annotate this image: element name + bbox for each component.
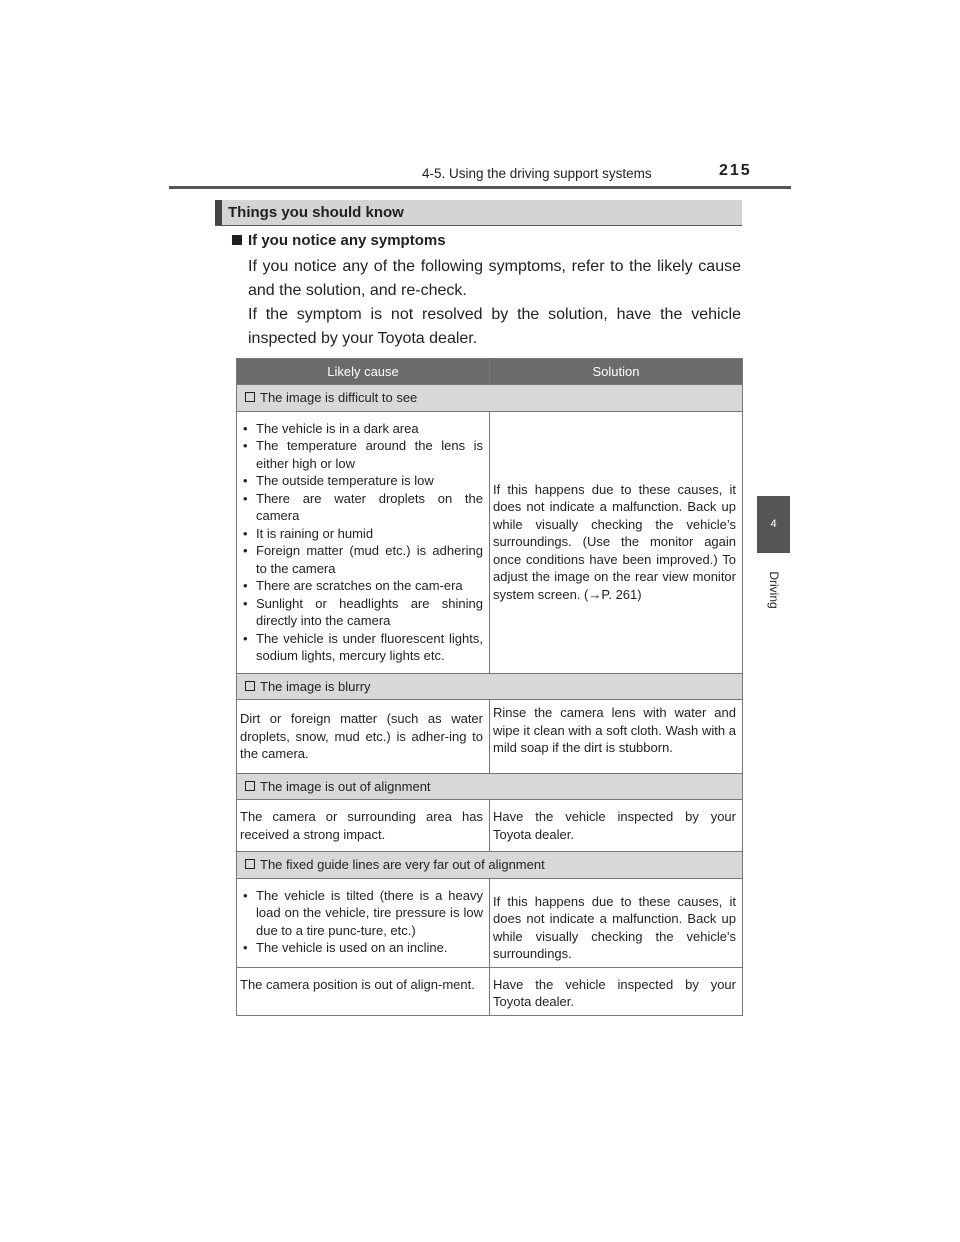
solution-cell: Rinse the camera lens with water and wipe it clean with a soft cloth. Wash with a mild soap if the dirt is stubborn.	[490, 700, 743, 774]
chapter-tab: 4	[757, 496, 790, 553]
section-heading-accent	[215, 200, 222, 225]
category-label: The fixed guide lines are very far out of alignment	[260, 857, 545, 872]
list-item: • There are scratches on the cam-era	[240, 577, 483, 595]
checkbox-icon	[245, 859, 255, 869]
table-row	[237, 878, 743, 967]
dealer-paragraph: If the symptom is not resolved by the solution, have the vehicle inspected by your Toyota dealer.	[248, 306, 741, 347]
cause-cell	[237, 411, 490, 673]
category-cell	[237, 852, 743, 879]
table-header-row	[237, 359, 743, 385]
page-number: 215	[719, 162, 752, 179]
cause-cell: The camera or surrounding area has received a strong impact.	[237, 800, 490, 852]
table-row	[237, 700, 743, 774]
list-item: • The vehicle is tilted (there is a heavy load on the vehicle, tire pressure is low due to a tire punc-ture, etc.)	[240, 887, 483, 940]
list-item: • There are water droplets on the camera	[240, 490, 483, 525]
cause-list	[240, 887, 483, 957]
header-rule	[169, 186, 791, 189]
cause-cell: Dirt or foreign matter (such as water droplets, snow, mud etc.) is adher-ing to the camera.	[237, 700, 490, 774]
header-section-title: 4-5. Using the driving support systems	[422, 166, 652, 181]
list-item: • The temperature around the lens is either high or low	[240, 437, 483, 472]
list-item: • The vehicle is used on an incline.	[240, 939, 483, 957]
table-row	[237, 411, 743, 673]
category-label: The image is difficult to see	[260, 390, 418, 405]
solution-cell: Have the vehicle inspected by your Toyota dealer.	[490, 967, 743, 1015]
solution-cell: If this happens due to these causes, it does not indicate a malfunction. Back up while visually checking the vehicle’s surroundings. (Use the monitor again once conditions have been improved.) To adjust the image on the rear view monitor system screen. (→P. 261)	[490, 411, 743, 673]
list-item: • It is raining or humid	[240, 525, 483, 543]
list-item: • The vehicle is under fluorescent lights, sodium lights, mercury lights etc.	[240, 630, 483, 665]
category-label: The image is out of alignment	[260, 778, 431, 794]
category-cell	[237, 773, 743, 800]
intro-paragraph: If you notice any of the following symptoms, refer to the likely cause and the solution, and re-check.	[248, 258, 741, 299]
subsection-heading-text: If you notice any symptoms	[248, 232, 446, 249]
section-heading-bar	[215, 200, 742, 226]
cause-cell: The camera position is out of align-ment.	[237, 967, 490, 1015]
cause-list	[240, 420, 483, 665]
square-bullet-icon	[232, 235, 242, 245]
cause-cell	[237, 878, 490, 967]
category-cell	[237, 673, 743, 700]
list-item: • The vehicle is in a dark area	[240, 420, 483, 438]
symptom-table	[236, 358, 743, 1016]
table-row	[237, 800, 743, 852]
category-row	[237, 773, 743, 800]
checkbox-icon	[245, 681, 255, 691]
column-header-likely-cause: Likely cause	[237, 359, 490, 385]
category-row	[237, 673, 743, 700]
section-heading: Things you should know	[228, 204, 404, 221]
category-cell	[237, 385, 743, 412]
list-item: • Sunlight or headlights are shining directly into the camera	[240, 595, 483, 630]
category-row	[237, 852, 743, 879]
chapter-label	[757, 560, 790, 620]
checkbox-icon	[245, 392, 255, 402]
list-item: • The outside temperature is low	[240, 472, 483, 490]
column-header-solution: Solution	[490, 359, 743, 385]
category-row	[237, 385, 743, 412]
chapter-label-text: Driving	[766, 571, 781, 609]
category-label: The image is blurry	[260, 678, 371, 694]
solution-cell: If this happens due to these causes, it does not indicate a malfunction. Back up while visually checking the vehicle's surroundings.	[490, 878, 743, 967]
list-item: • Foreign matter (mud etc.) is adhering to the camera	[240, 542, 483, 577]
subsection-heading	[232, 232, 446, 249]
solution-cell: Have the vehicle inspected by your Toyota dealer.	[490, 800, 743, 852]
table-row	[237, 967, 743, 1015]
checkbox-icon	[245, 781, 255, 791]
